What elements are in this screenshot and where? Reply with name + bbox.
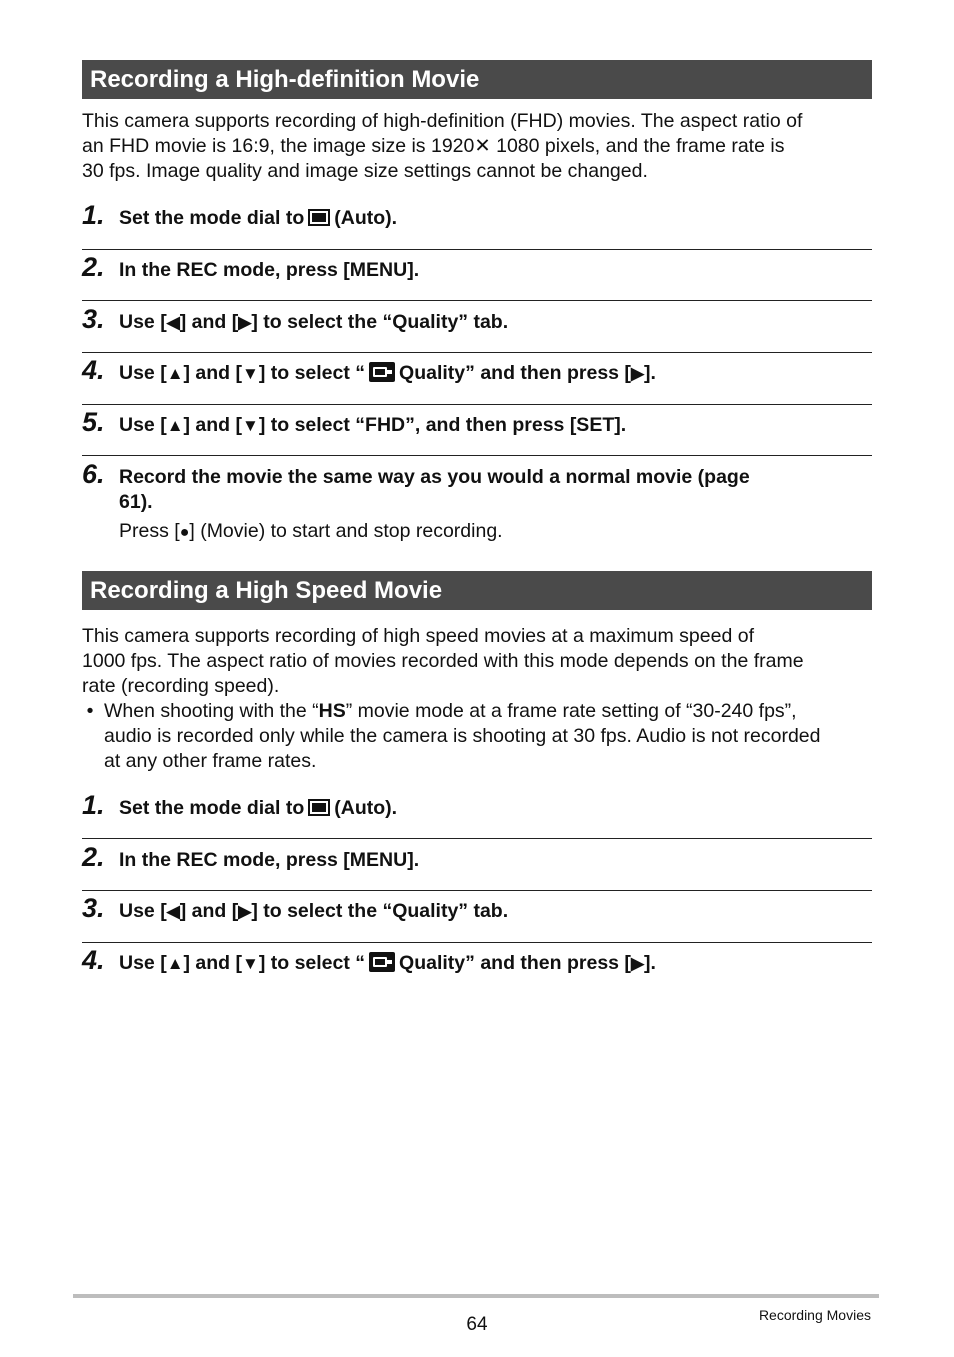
step-text: Use [ (119, 952, 167, 974)
footer-section-label: Recording Movies (758, 1307, 871, 1323)
down-arrow-icon: ▼ (242, 416, 259, 435)
divider (82, 838, 872, 839)
bullet-text: When shooting with the “ (104, 700, 319, 722)
step-text: In the REC mode, press [MENU]. (119, 849, 420, 871)
hd-step-2 (82, 252, 872, 283)
up-arrow-icon: ▲ (166, 954, 184, 973)
divider (82, 404, 872, 405)
step-text: (Auto). (334, 797, 398, 819)
step-text: ]. (644, 362, 656, 384)
up-arrow-icon: ▲ (166, 416, 184, 435)
step-text: In the REC mode, press [MENU]. (119, 259, 420, 281)
step-text: Quality” and then press [ (399, 952, 631, 974)
footer-rule (73, 1294, 879, 1298)
divider (82, 942, 872, 943)
divider (82, 890, 872, 891)
up-arrow-icon: ▲ (166, 364, 184, 383)
hs-intro (82, 624, 872, 699)
step-number: 2. (82, 842, 105, 872)
step-text: ] to select the “Quality” tab. (251, 900, 509, 922)
step-text: ] and [ (179, 900, 239, 922)
right-arrow-icon: ▶ (238, 902, 252, 921)
auto-camera-icon (308, 799, 330, 816)
hs-step-4 (82, 945, 872, 976)
step-text: ] to select the “Quality” tab. (251, 311, 509, 333)
hd-step-6 (82, 459, 872, 545)
step-text: Set the mode dial to (119, 797, 305, 819)
step-text: Record the movie the same way as you would a normal movie (page (119, 466, 750, 488)
step-number: 5. (82, 407, 105, 437)
step-text: ] and [ (183, 362, 243, 384)
movie-quality-icon (369, 362, 395, 382)
step-text: ] and [ (183, 414, 243, 436)
step-text: (Auto). (334, 207, 398, 229)
divider (82, 455, 872, 456)
step-number: 3. (82, 893, 105, 923)
hs-bullet-note (82, 699, 872, 774)
step-text: Set the mode dial to (119, 207, 305, 229)
hs-step-2 (82, 842, 872, 873)
step-text: ]. (644, 952, 656, 974)
bullet-dot: • (86, 700, 94, 722)
divider (82, 300, 872, 301)
hs-step-1 (82, 790, 872, 821)
step-text: ] to select “ (258, 362, 366, 384)
hd-intro (82, 109, 872, 184)
divider (82, 352, 872, 353)
hs-intro-line: rate (recording speed). (82, 675, 280, 697)
step-number: 1. (82, 200, 105, 230)
movie-quality-icon (369, 952, 395, 972)
step-text: Use [ (119, 311, 167, 333)
step-number: 3. (82, 304, 105, 334)
hd-intro-line: an FHD movie is 16:9, the image size is 1920✕ 1080 pixels, and the frame rate is (82, 135, 785, 157)
right-arrow-icon: ▶ (630, 364, 645, 383)
hd-step-4 (82, 355, 872, 386)
hd-step-5 (82, 407, 872, 438)
step-text: ] to select “FHD”, and then press [SET]. (258, 414, 627, 436)
right-arrow-icon: ▶ (238, 313, 252, 332)
hs-step-3 (82, 893, 872, 924)
hs-intro-line: This camera supports recording of high speed movies at a maximum speed of (82, 625, 754, 647)
section-title-hd-movie: Recording a High-definition Movie (82, 60, 872, 99)
bullet-text: at any other frame rates. (104, 750, 317, 772)
step-number: 2. (82, 252, 105, 282)
step-number: 4. (82, 355, 105, 385)
bullet-text: ” movie mode at a frame rate setting of “30-240 fps”, (345, 700, 797, 722)
hs-mode-label: HS (318, 700, 346, 722)
down-arrow-icon: ▼ (242, 364, 259, 383)
record-dot-icon: ● (179, 524, 190, 541)
hd-step-1 (82, 200, 872, 231)
hd-intro-line: 30 fps. Image quality and image size settings cannot be changed. (82, 160, 648, 182)
hd-intro-line: This camera supports recording of high-definition (FHD) movies. The aspect ratio of (82, 110, 803, 132)
right-arrow-icon: ▶ (630, 954, 645, 973)
step-text: ] and [ (183, 952, 243, 974)
step-subtext: ] (Movie) to start and stop recording. (189, 520, 503, 542)
divider (82, 249, 872, 250)
step-text: Use [ (119, 414, 167, 436)
step-text: ] and [ (179, 311, 239, 333)
left-arrow-icon: ◀ (166, 902, 180, 921)
hs-intro-line: 1000 fps. The aspect ratio of movies recorded with this mode depends on the frame (82, 650, 804, 672)
section-title-high-speed-movie: Recording a High Speed Movie (82, 571, 872, 610)
auto-camera-icon (308, 209, 330, 226)
step-text: Use [ (119, 900, 167, 922)
step-number: 4. (82, 945, 105, 975)
step-text: 61). (119, 491, 153, 513)
step-text: ] to select “ (258, 952, 366, 974)
step-text: Quality” and then press [ (399, 362, 631, 384)
step-number: 6. (82, 459, 105, 489)
left-arrow-icon: ◀ (166, 313, 180, 332)
page-number: 64 (466, 1314, 488, 1335)
bullet-text: audio is recorded only while the camera is shooting at 30 fps. Audio is not recorded (104, 725, 821, 747)
step-subtext: Press [ (119, 520, 180, 542)
step-number: 1. (82, 790, 105, 820)
hd-step-3 (82, 304, 872, 335)
step-text: Use [ (119, 362, 167, 384)
down-arrow-icon: ▼ (242, 954, 259, 973)
